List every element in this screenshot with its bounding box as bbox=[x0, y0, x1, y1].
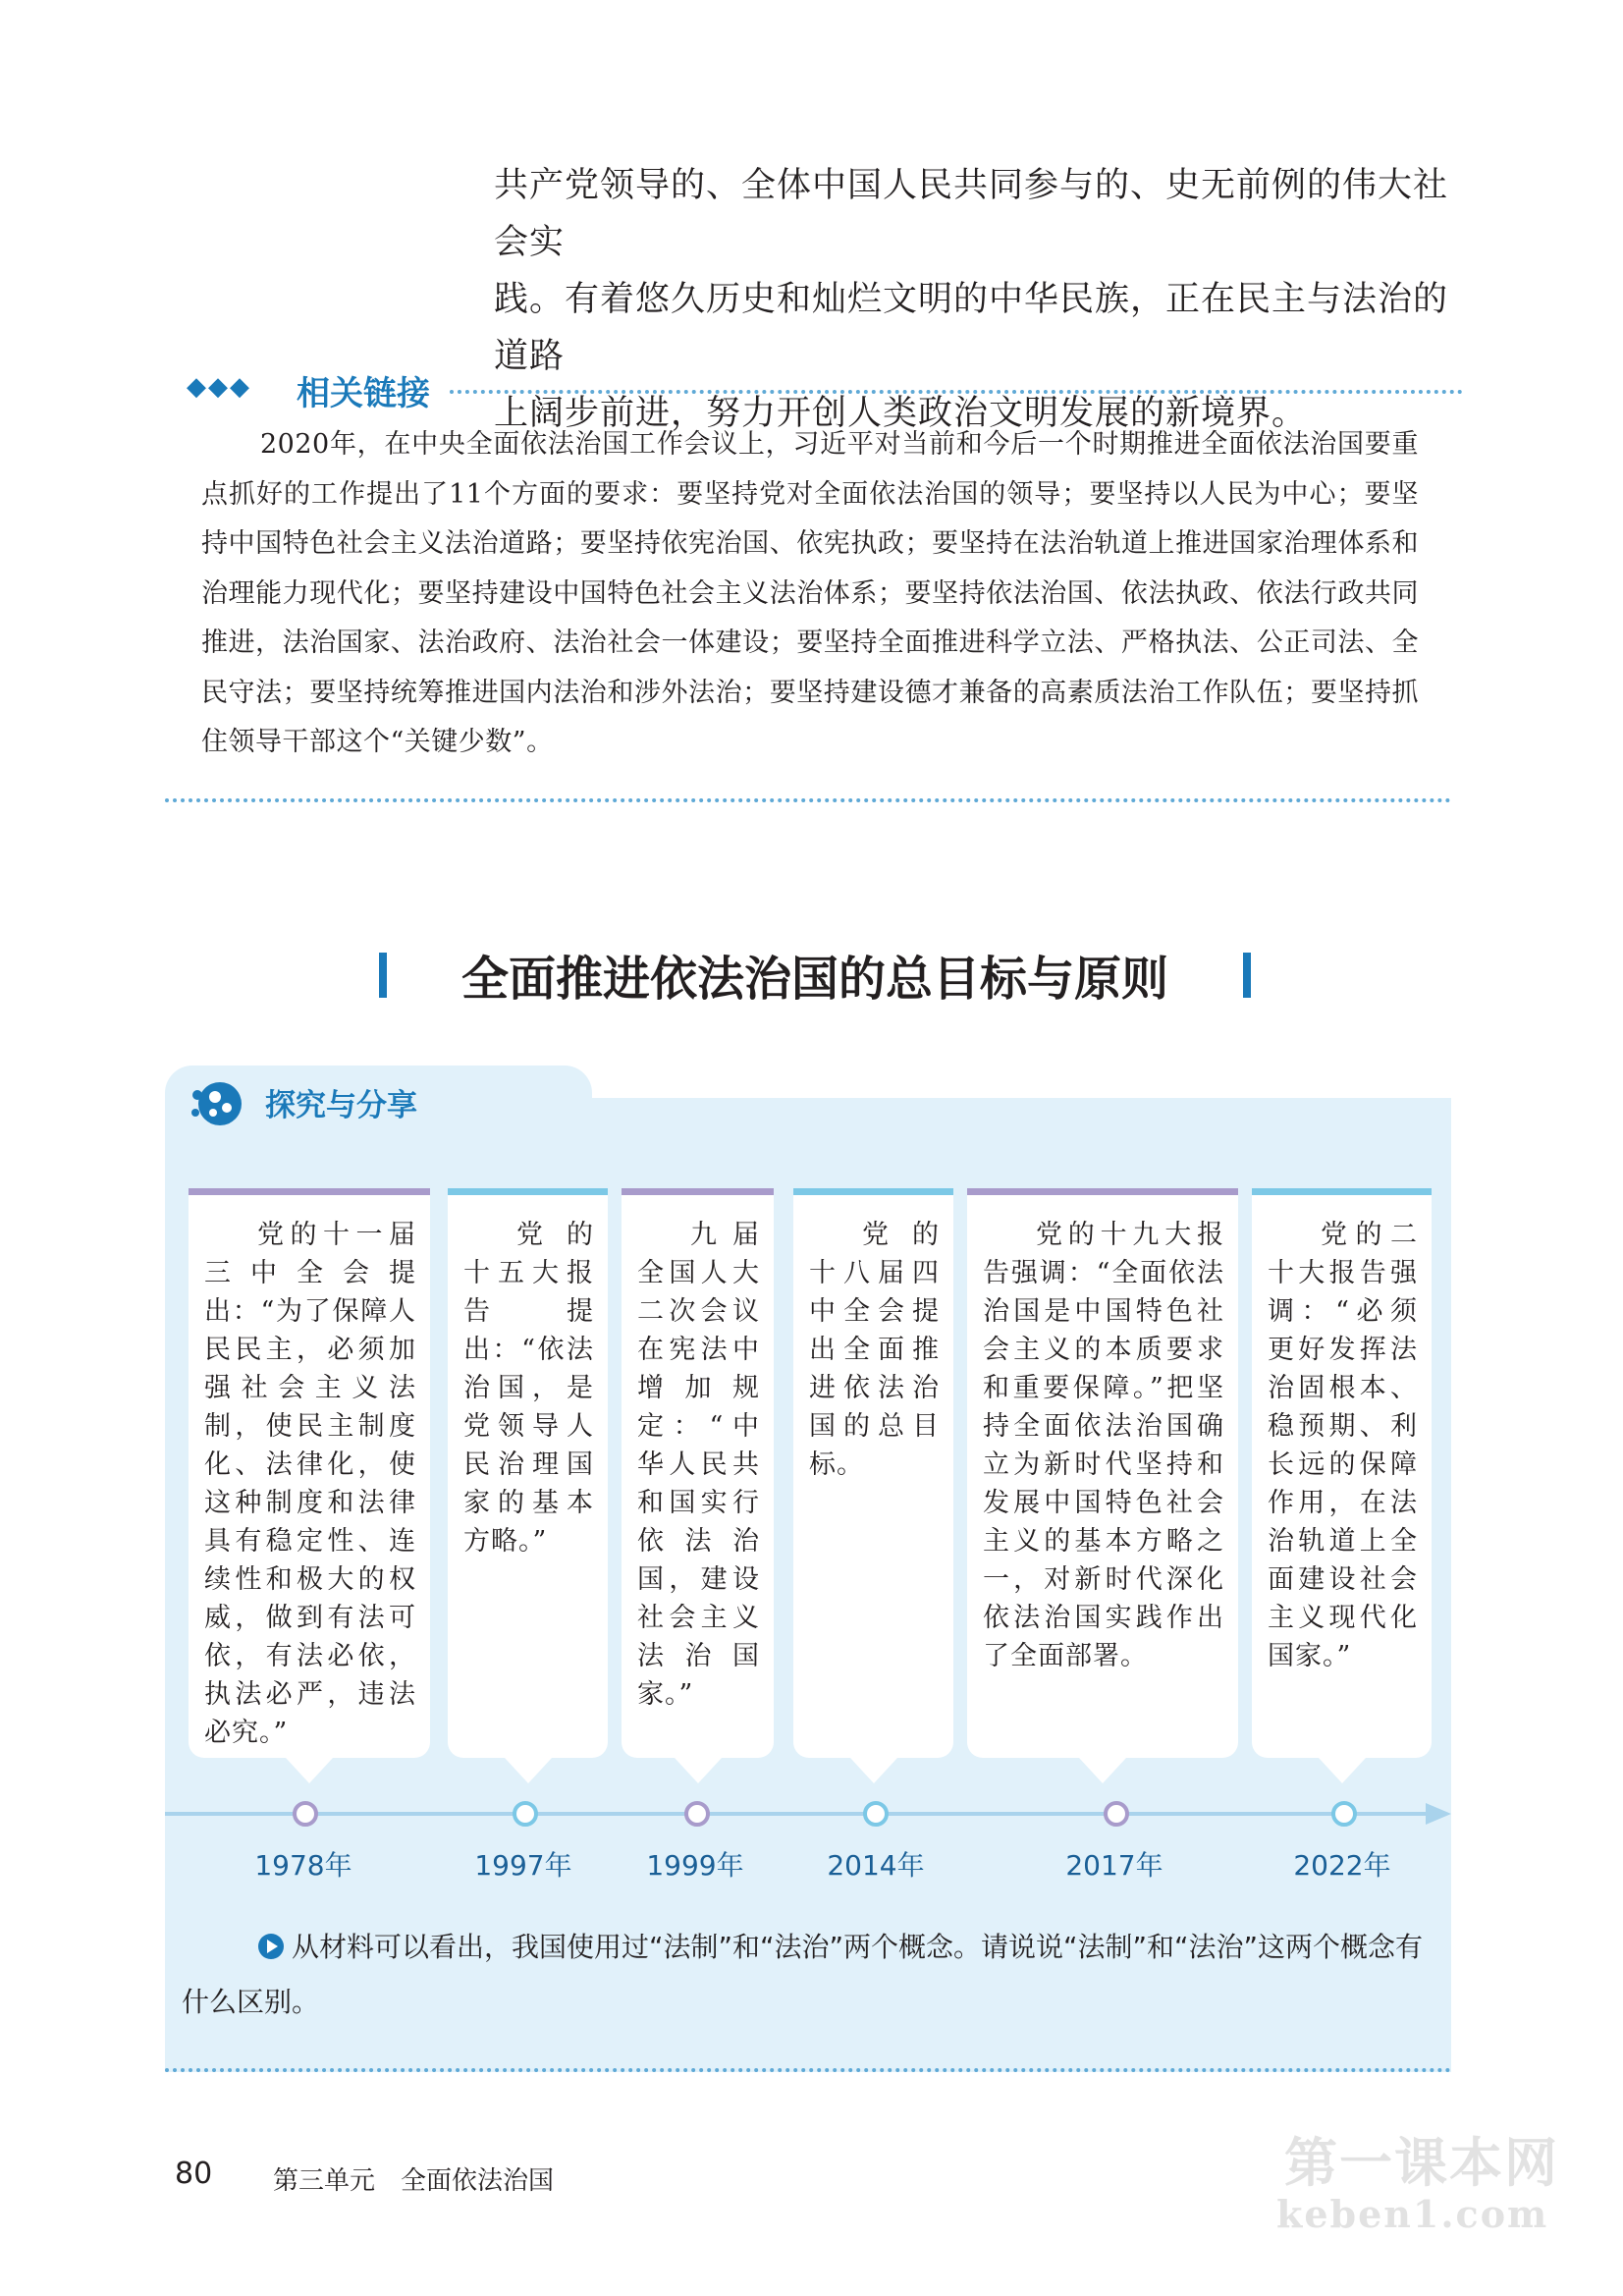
intro-line: 共产党领导的、全体中国人民共同参与的、史无前例的伟大社会实 bbox=[494, 166, 1449, 262]
intro-line: 上阔步前进，努力开创人类政治文明发展的新境界。 bbox=[494, 394, 1308, 433]
explore-label: 探究与分享 bbox=[265, 1088, 417, 1123]
card-text: 党的十一届三中全会提出：“为了保障人民民主，必须加强社会主义法制，使民主制度化、法律化，使这种制度和法律具有稳定性、连续性和极大的权威，做到有法可依，有法必依，执法必严，违法必究。” bbox=[204, 1220, 416, 1748]
timeline-year: 1997年 bbox=[474, 1849, 572, 1882]
timeline-dot bbox=[1331, 1801, 1357, 1827]
card-top-strip bbox=[448, 1188, 608, 1195]
card-top-strip bbox=[1252, 1188, 1432, 1195]
card-top-strip bbox=[189, 1188, 430, 1195]
panel-bottom-dotted-rule bbox=[165, 2068, 1451, 2072]
timeline-card-2022 bbox=[1252, 1188, 1432, 1758]
card-text: 党的十五大报告提出：“依法治国，是党领导人民治理国家的基本方略。” bbox=[463, 1220, 594, 1557]
related-link-header bbox=[187, 366, 1463, 413]
timeline-dot bbox=[1104, 1801, 1129, 1827]
timeline-dot bbox=[513, 1801, 538, 1827]
timeline-dot bbox=[293, 1801, 318, 1827]
timeline-year: 2022年 bbox=[1293, 1849, 1391, 1882]
timeline-card-1978 bbox=[189, 1188, 430, 1758]
timeline-year: 1978年 bbox=[254, 1849, 352, 1882]
card-top-strip bbox=[967, 1188, 1238, 1195]
timeline-axis bbox=[165, 1812, 1432, 1816]
card-top-strip bbox=[622, 1188, 774, 1195]
timeline-arrow-icon bbox=[1426, 1803, 1451, 1825]
timeline-year: 2017年 bbox=[1065, 1849, 1163, 1882]
question-text: 从材料可以看出，我国使用过“法制”和“法治”两个概念。请说说“法制”和“法治”这两个概念有什么区别。 bbox=[182, 1931, 1424, 2018]
timeline-card-1997 bbox=[448, 1188, 608, 1758]
timeline-year: 1999年 bbox=[646, 1849, 744, 1882]
timeline-dot bbox=[684, 1801, 710, 1827]
card-text: 九届全国人大二次会议在宪法中增加规定：“中华人民共和国实行依法治国，建设社会主义法治国家。” bbox=[637, 1220, 760, 1710]
related-link-title: 相关链接 bbox=[297, 374, 430, 413]
discussion-question bbox=[182, 1920, 1427, 2030]
diamond-icons: ◆◆◆ bbox=[187, 372, 251, 402]
link-bottom-dotted-rule bbox=[165, 798, 1451, 802]
play-icon bbox=[258, 1934, 284, 1959]
related-link-text: 2020年，在中央全面依法治国工作会议上，习近平对当前和今后一个时期推进全面依法治国要重点抓好的工作提出了11个方面的要求：要坚持党对全面依法治国的领导；要坚持以人民为中心；要坚持中国特色社会主义法治道路；要坚持依宪治国、依宪执政；要坚持在法治轨道上推进国家治理体系和治理能力现代化；要坚持建设中国特色社会主义法治体系；要坚持依法治国、依法执政、依法行政共同推进，法治国家、法治政府、法治社会一体建设；要坚持全面推进科学立法、严格执法、公正司法、全民守法；要坚持统筹推进国内法治和涉外法治；要坚持建设德才兼备的高素质法治工作队伍；要坚持抓住领导干部这个“关键少数”。 bbox=[201, 429, 1419, 757]
heading-bar-right bbox=[1243, 953, 1251, 998]
card-top-strip bbox=[793, 1188, 953, 1195]
intro-line: 践。有着悠久历史和灿烂文明的中华民族，正在民主与法治的道路 bbox=[494, 280, 1449, 376]
card-text: 党的十九大报告强调：“全面依法治国是中国特色社会主义的本质要求和重要保障。”把坚持全面依法治国确立为新时代坚持和发展中国特色社会主义的基本方略之一，对新时代深化依法治国实践作出了全面部署。 bbox=[983, 1220, 1224, 1671]
timeline-card-1999 bbox=[622, 1188, 774, 1758]
section-title: 全面推进依法治国的总目标与原则 bbox=[460, 952, 1168, 1007]
watermark-text: 第一课本网 bbox=[1284, 2132, 1559, 2194]
timeline-year: 2014年 bbox=[827, 1849, 925, 1882]
timeline-dot bbox=[863, 1801, 889, 1827]
timeline-card-2014 bbox=[793, 1188, 953, 1758]
header-dotted-rule bbox=[450, 390, 1463, 394]
card-text: 党的十八届四中全会提出全面推进依法治国的总目标。 bbox=[809, 1220, 940, 1480]
watermark-url: keben1.com bbox=[1276, 2192, 1549, 2236]
section-heading bbox=[373, 941, 1257, 1010]
page-number: 80 bbox=[175, 2157, 213, 2191]
unit-title: 第三单元 全面依法治国 bbox=[273, 2166, 555, 2196]
explore-icon bbox=[189, 1075, 246, 1132]
heading-bar-left bbox=[379, 953, 387, 998]
related-link-body bbox=[201, 420, 1419, 768]
card-text: 党的二十大报告强调：“必须更好发挥法治固根本、稳预期、利长远的保障作用，在法治轨道上全面建设社会主义现代化国家。” bbox=[1268, 1220, 1418, 1671]
timeline-card-2017 bbox=[967, 1188, 1238, 1758]
